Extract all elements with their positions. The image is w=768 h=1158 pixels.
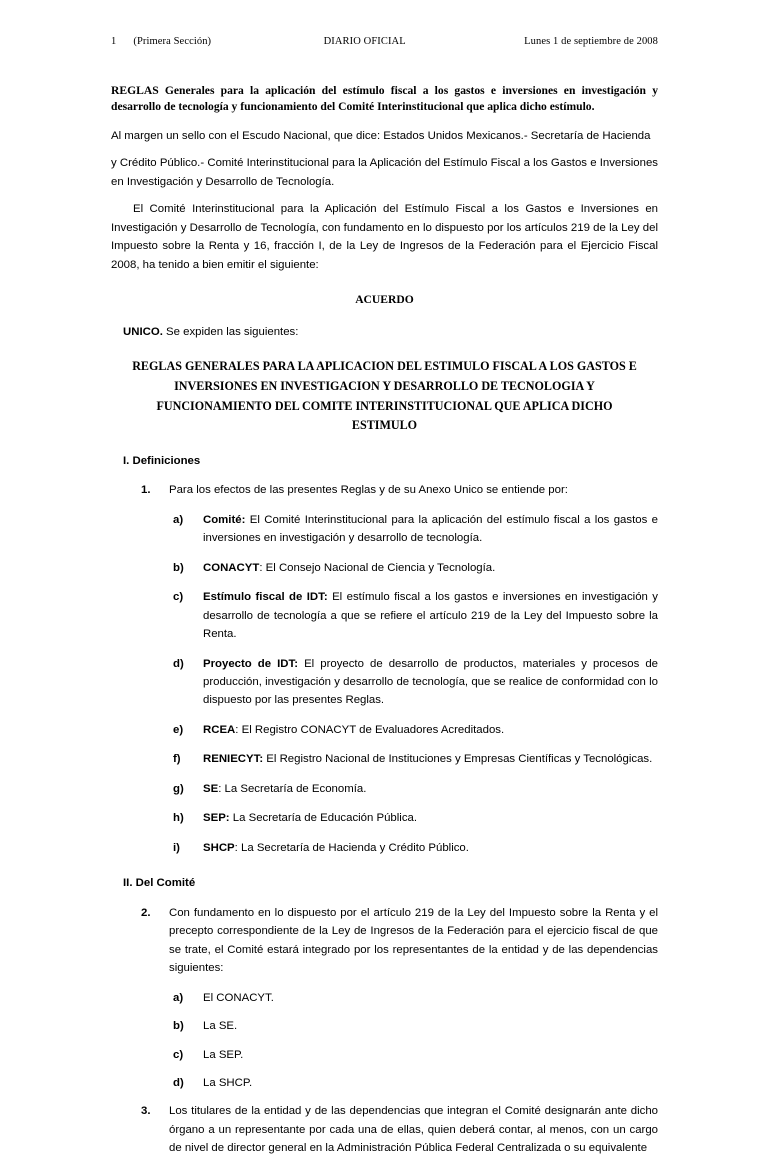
list-item <box>111 809 658 827</box>
item-marker: b) <box>173 1020 184 1033</box>
document-body <box>111 83 658 1158</box>
item-marker: e) <box>173 723 184 736</box>
defined-term: Estímulo fiscal de IDT: <box>203 591 328 604</box>
defined-term: Proyecto de IDT: <box>203 657 299 670</box>
list-item <box>111 559 658 577</box>
list-item <box>111 989 658 1007</box>
section-heading-definiciones: I. Definiciones <box>123 454 201 467</box>
publication-title: DIARIO OFICIAL <box>323 36 406 47</box>
item-text <box>203 721 658 739</box>
list-item <box>111 511 658 548</box>
definitions-list <box>111 511 658 858</box>
numbered-item-1 <box>111 481 658 499</box>
section-name: (Primera Sección) <box>133 36 212 47</box>
item-text <box>203 655 658 710</box>
item-marker: b) <box>173 561 184 574</box>
unico-text: Se expiden las siguientes: <box>162 325 299 338</box>
item-marker: c) <box>173 1048 184 1061</box>
section-heading-comite: II. Del Comité <box>123 877 196 890</box>
definition-body: : La Secretaría de Economía. <box>218 782 367 795</box>
item-marker: 1. <box>141 484 151 497</box>
item-text: Los titulares de la entidad y de las dependencias que integran el Comité designarán ante dicho órgano a un representante por cada una de ellas, quien deberá contar, al menos, con un cargo de nivel de director general en la Administración Pública Federal Centralizada o su equivalente <box>169 1105 658 1155</box>
definition-body: El proyecto de desarrollo de productos, materiales y procesos de producción, investigación y desarrollo de tecnología, que se realice de conformidad con lo dispuesto por las presentes Reglas. <box>203 657 658 707</box>
defined-term: SEP: <box>203 812 230 825</box>
publication-date: Lunes 1 de septiembre de 2008 <box>524 36 658 47</box>
defined-term: SHCP <box>203 841 235 854</box>
definition-body: El Comité Interinstitucional para la aplicación del estímulo fiscal a los gastos e inversiones en investigación y desarrollo de tecnología. <box>203 513 658 545</box>
item-text <box>203 559 658 577</box>
acuerdo-heading: ACUERDO <box>355 293 414 307</box>
item-text: Con fundamento en lo dispuesto por el artículo 219 de la Ley del Impuesto sobre la Renta y el precepto correspondiente de la Ley de Ingresos de la Federación para el ejercicio fiscal de que se trate, el Comité estará integrado por los representantes de la entidad y de las dependencias siguientes: <box>169 906 658 975</box>
item-text: La SE. <box>203 1020 238 1033</box>
item-marker: 2. <box>141 906 151 919</box>
running-head-left <box>111 36 211 47</box>
item-marker: d) <box>173 657 184 670</box>
members-list <box>111 989 658 1093</box>
definition-body: : El Registro CONACYT de Evaluadores Acreditados. <box>235 723 505 736</box>
definition-body: : La Secretaría de Hacienda y Crédito Público. <box>234 841 469 854</box>
item-text <box>203 750 658 768</box>
item-text: La SHCP. <box>203 1077 253 1089</box>
running-head <box>111 36 658 47</box>
item-marker: 3. <box>141 1105 151 1118</box>
item-text: Para los efectos de las presentes Reglas y de su Anexo Unico se entiende por: <box>169 484 568 497</box>
unico-paragraph <box>111 323 658 341</box>
item-marker: a) <box>173 513 184 526</box>
defined-term: RCEA <box>203 723 236 736</box>
defined-term: Comité: <box>203 513 246 526</box>
list-item <box>111 588 658 643</box>
item-marker: a) <box>173 991 184 1004</box>
definition-body: : El Consejo Nacional de Ciencia y Tecnología. <box>259 561 496 574</box>
item-marker: f) <box>173 753 181 766</box>
defined-term: CONACYT <box>203 561 260 574</box>
defined-term: SE <box>203 782 219 795</box>
preamble-paragraph-1: Al margen un sello con el Escudo Nacional, que dice: Estados Unidos Mexicanos.- Secretaría de Hacienda <box>111 129 651 142</box>
list-item <box>111 721 658 739</box>
item-marker: d) <box>173 1077 184 1089</box>
numbered-item-2 <box>111 904 658 978</box>
item-text: El CONACYT. <box>203 991 274 1004</box>
item-marker: h) <box>173 812 184 825</box>
recital-paragraph: El Comité Interinstitucional para la Aplicación del Estímulo Fiscal a los Gastos e Inversiones en Investigación y Desarrollo de Tecnología, con fundamento en lo dispuesto por los artículos 219 de la Ley del Impuesto sobre la Renta y 16, fracción I, de la Ley de Ingresos de la Federación para el Ejercicio Fiscal 2008, ha tenido a bien emitir el siguiente: <box>111 203 658 271</box>
list-item <box>111 1046 658 1064</box>
item-marker: c) <box>173 591 184 604</box>
unico-label: UNICO. <box>123 325 163 338</box>
numbered-item-3 <box>111 1102 658 1157</box>
list-item <box>111 780 658 798</box>
list-item <box>111 750 658 768</box>
item-text <box>203 588 658 643</box>
rules-title: REGLAS GENERALES PARA LA APLICACION DEL ESTIMULO FISCAL A LOS GASTOS E INVERSIONES EN INVESTIGACION Y DESARROLLO DE TECNOLOGIA Y FUNCIONAMIENTO DEL COMITE INTERINSTITUCIONAL QUE APLICA DICHO ESTIMULO <box>132 359 637 433</box>
item-marker: g) <box>173 782 184 795</box>
document-headline: REGLAS Generales para la aplicación del estímulo fiscal a los gastos e inversiones en investigación y desarrollo de tecnología y funcionamiento del Comité Interinstitucional que aplica dicho estímulo. <box>111 84 658 114</box>
list-item <box>111 1074 658 1092</box>
definition-body: La Secretaría de Educación Pública. <box>229 812 418 825</box>
defined-term: RENIECYT: <box>203 753 264 766</box>
item-text <box>203 780 658 798</box>
item-text <box>203 511 658 548</box>
item-text <box>203 839 658 857</box>
list-item <box>111 1017 658 1035</box>
definition-body: El Registro Nacional de Instituciones y Empresas Científicas y Tecnológicas. <box>263 753 653 766</box>
list-item <box>111 839 658 857</box>
item-marker: i) <box>173 841 180 854</box>
preamble-paragraph-2: y Crédito Público.- Comité Interinstitucional para la Aplicación del Estímulo Fiscal a los Gastos e Inversiones en Investigación y Desarrollo de Tecnología. <box>111 157 658 188</box>
item-text: La SEP. <box>203 1048 244 1061</box>
item-text <box>203 809 658 827</box>
definition-body: El estímulo fiscal a los gastos e inversiones en investigación y desarrollo de tecnología a que se refiere el artículo 219 de la Ley del Impuesto sobre la Renta. <box>203 591 658 641</box>
page-number: 1 <box>111 36 117 47</box>
list-item <box>111 655 658 710</box>
